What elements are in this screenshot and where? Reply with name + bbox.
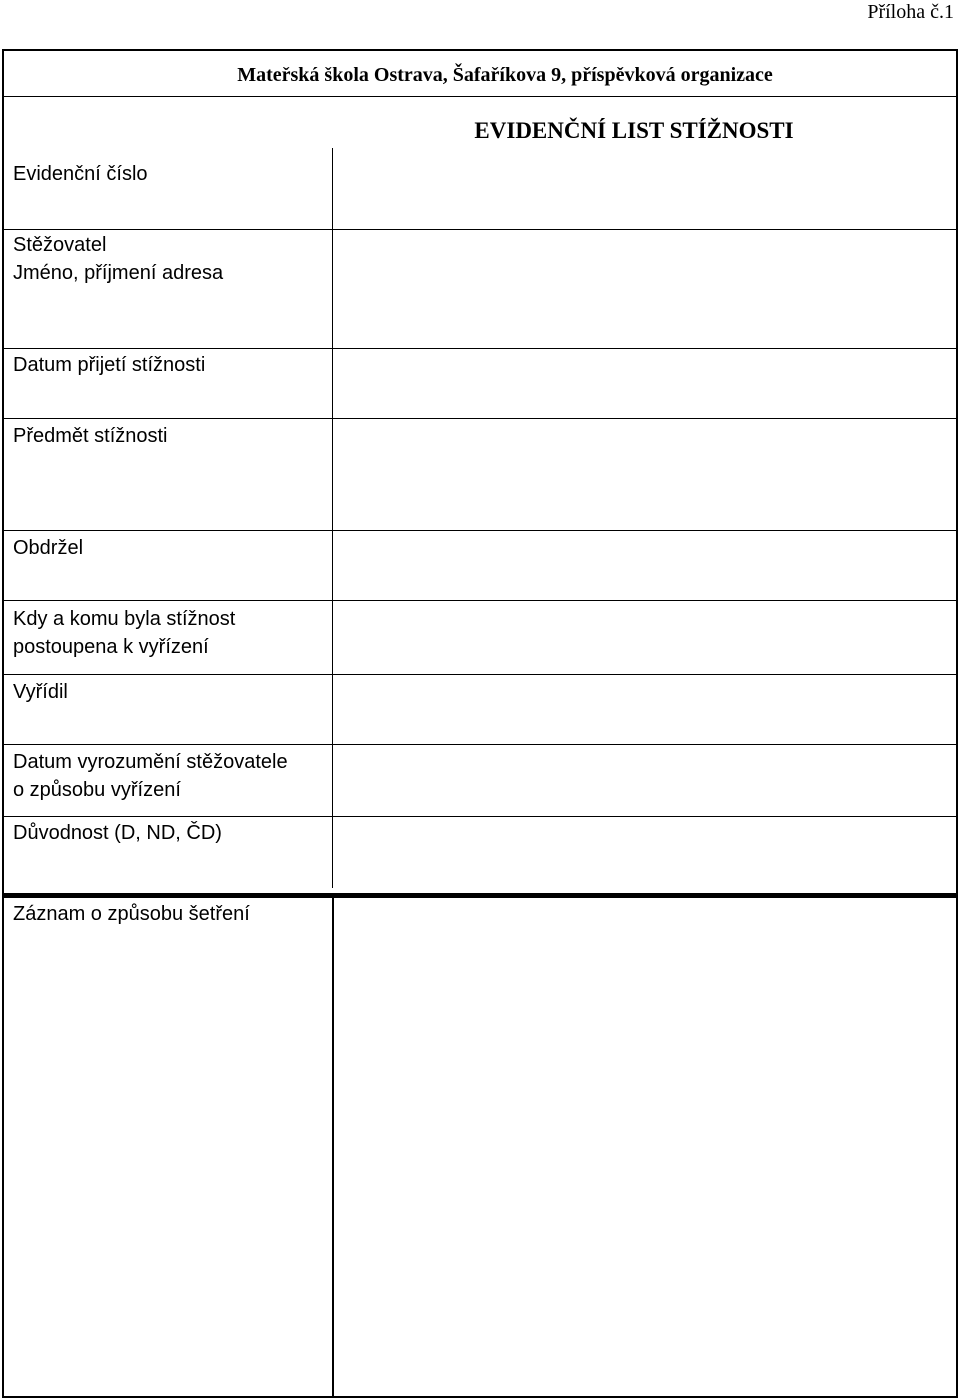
form-title: EVIDENČNÍ LIST STÍŽNOSTI (474, 118, 794, 143)
complainant-text: Stěžovatel (13, 234, 107, 256)
subject-text: Předmět stížnosti (13, 425, 168, 447)
notification-line1-text: Datum vyrozumění stěžovatele (13, 751, 288, 773)
complaint-record-form (2, 49, 958, 1398)
label-record-number (13, 160, 328, 188)
divider-record-number (4, 229, 956, 230)
record-number-text: Evidenční číslo (13, 163, 148, 185)
label-received-by (13, 534, 328, 562)
forwarded-line2-text: postoupena k vyřízení (13, 636, 209, 658)
attachment-label: Příloha č.1 (867, 1, 954, 23)
date-received-text: Datum přijetí stížnosti (13, 354, 206, 376)
column-divider-upper (332, 148, 333, 888)
column-divider-lower (332, 898, 334, 1398)
handled-by-text: Vyřídil (13, 681, 68, 703)
received-by-text: Obdržel (13, 537, 84, 559)
investigation-record-text: Záznam o způsobu šetření (13, 903, 250, 925)
complainant-details-text: Jméno, příjmení adresa (13, 262, 224, 284)
divider-handled-by (4, 744, 956, 745)
divider-received-by (4, 600, 956, 601)
divider-complainant (4, 348, 956, 349)
label-investigation-record (13, 900, 328, 928)
justification-text: Důvodnost (D, ND, ČD) (13, 822, 222, 844)
notification-line2-text: o způsobu vyřízení (13, 779, 181, 801)
label-subject (13, 422, 328, 450)
divider-header (4, 96, 956, 97)
label-handled-by (13, 678, 328, 706)
divider-notification (4, 816, 956, 817)
divider-subject (4, 530, 956, 531)
divider-forwarded (4, 674, 956, 675)
label-forwarded (13, 605, 328, 661)
school-name: Mateřská škola Ostrava, Šafaříkova 9, příspěvková organizace (237, 64, 773, 86)
label-date-received (13, 351, 328, 379)
divider-justification (4, 893, 956, 898)
label-notification (13, 748, 328, 804)
divider-date-received (4, 418, 956, 419)
forwarded-line1-text: Kdy a komu byla stížnost (13, 608, 236, 630)
label-justification (13, 819, 328, 847)
label-complainant (13, 231, 328, 287)
